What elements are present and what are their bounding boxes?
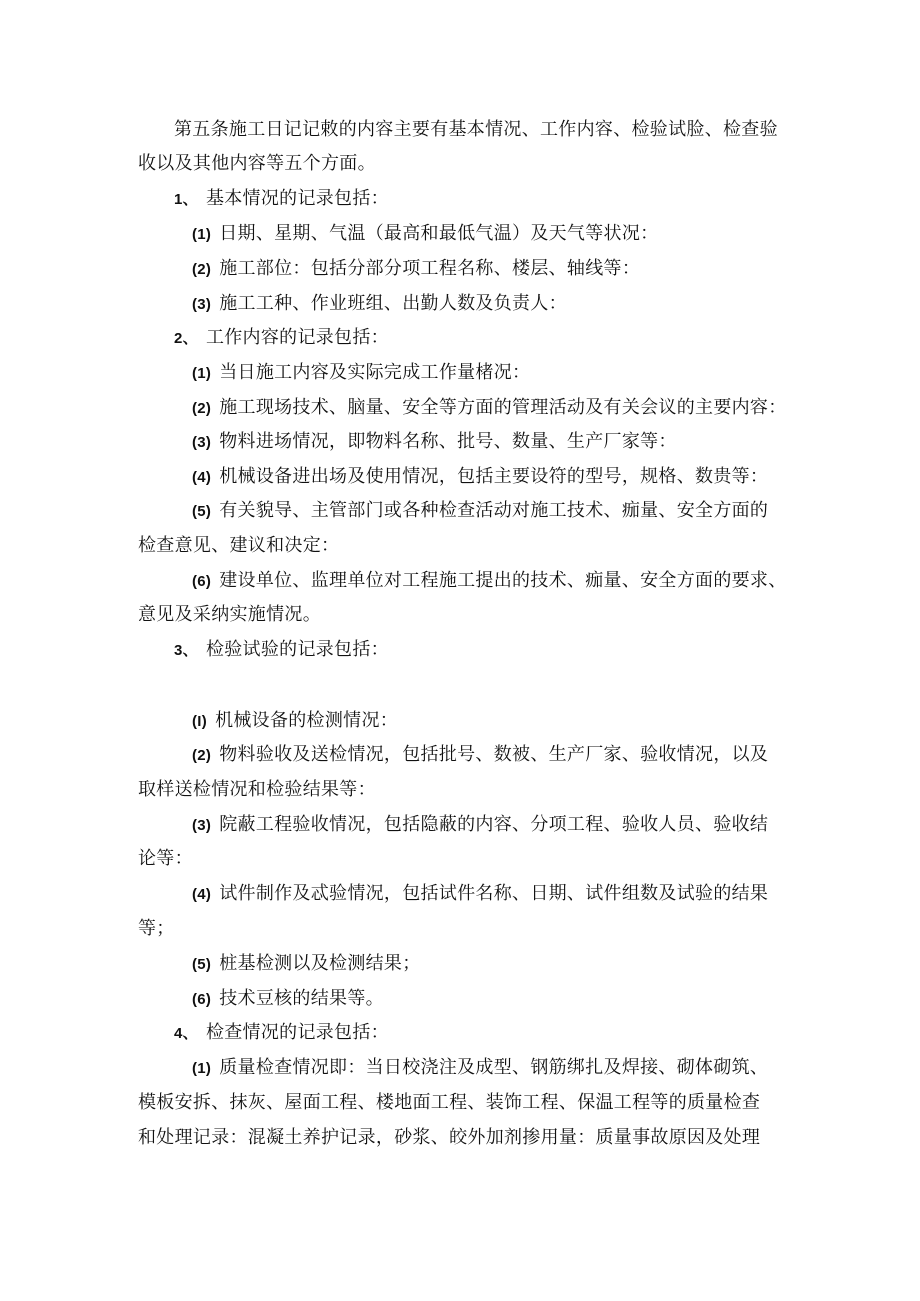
list-item: (3) 院蔽工程验收情况，包括隐蔽的内容、分项工程、验收人员、验收结 xyxy=(192,814,769,835)
list-item: (2) 施工部位：包括分部分项工程名称、楼层、轴线等： xyxy=(192,258,641,279)
list-item: (3) 施工工种、作业班组、出勤人数及负责人： xyxy=(192,293,567,314)
list-item: (5) 有关貌导、主管部门或各种检查活动对施工技术、痂量、安全方面的 xyxy=(192,500,769,521)
list-item-continuation: 和处理记录：混凝土养护记录，砂浆、皎外加剂掺用量：质量事故原因及处理 xyxy=(138,1127,761,1148)
section-heading: 1、 基本情况的记录包括： xyxy=(174,188,389,209)
section-heading: 4、 检查情况的记录包括： xyxy=(174,1022,389,1043)
list-item: (1) 质量检查情况即：当日校浇注及成型、钢筋绑扎及焊接、砌体砌筑、 xyxy=(192,1057,769,1078)
list-item: (6) 技术豆核的结果等。 xyxy=(192,988,384,1009)
paragraph-line: 第五条施工日记记敕的内容主要有基本情况、工作内容、检验试脸、检查验 xyxy=(174,119,778,140)
list-item: (4) 机械设备进出场及使用情况，包括主要设符的型号，规格、数贵等： xyxy=(192,466,769,487)
list-item-continuation: 检查意见、建议和决定： xyxy=(138,535,340,556)
list-item: (2) 施工现场技术、脑量、安全等方面的管理活动及有关会议的主要内容： xyxy=(192,397,787,418)
list-item: (1) 日期、星期、气温（最高和最低气温）及天气等状况： xyxy=(192,223,659,244)
paragraph-line: 收以及其他内容等五个方面。 xyxy=(138,153,376,174)
list-item: (2) 物料验收及送检情况，包括批号、数被、生产厂家、验收情况，以及 xyxy=(192,744,769,765)
list-item-continuation: 等； xyxy=(138,918,175,939)
section-heading: 3、 检验试验的记录包括： xyxy=(174,639,389,660)
section-heading: 2、 工作内容的记录包括： xyxy=(174,327,389,348)
list-item-continuation: 取样送检情况和检验结果等： xyxy=(138,779,376,800)
list-item: (3) 物料进场情况，即物料名称、批号、数量、生产厂家等： xyxy=(192,431,677,452)
list-item-continuation: 意见及采纳实施情况。 xyxy=(138,604,321,625)
list-item: (4) 试件制作及忒验情况，包括试件名称、日期、试件组数及试验的结果 xyxy=(192,883,769,904)
list-item: (5) 桩基检测以及检测结果； xyxy=(192,953,421,974)
list-item: (I) 机械设备的检测情况： xyxy=(192,710,399,731)
list-item: (6) 建设单位、监理单位对工程施工提出的技术、痂量、安全方面的要求、 xyxy=(192,570,787,591)
list-item-continuation: 模板安拆、抹灰、屋面工程、楼地面工程、装饰工程、保温工程等的质量检查 xyxy=(138,1092,761,1113)
list-item-continuation: 论等： xyxy=(138,848,193,869)
list-item: (1) 当日施工内容及实际完成工作量楮况： xyxy=(192,362,531,383)
